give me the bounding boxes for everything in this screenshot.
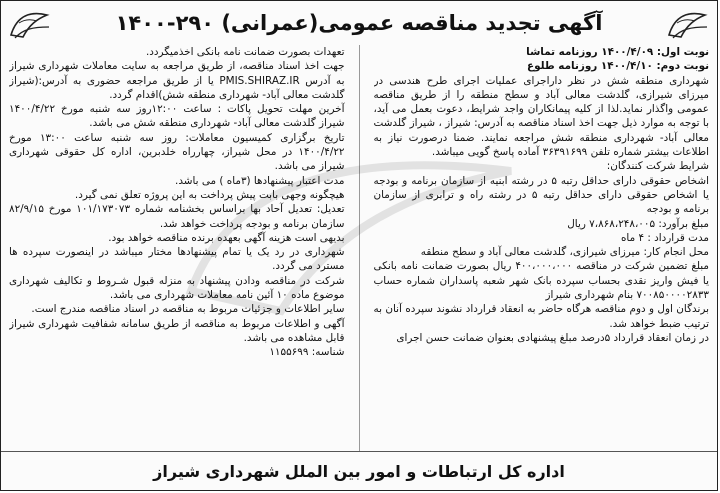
- clause-guarantee: مبلغ تضمین شرکت در مناقصه ۴۰۰،۰۰۰،۰۰۰ ریال بصورت ضمانت نامه بانکی یا فیش واریز نقدی بحساب سپرده بانک شهر شعبه پاسداران شماره حساب ۷۰۰۸۵۰۰۰۰۲۸۳۳ بنام شهرداری شیراز: [373, 260, 709, 302]
- clause-l5: مدت اعتبار پیشنهادها (۳ماه ) می باشد.: [175, 174, 345, 187]
- clause-cond: اشخاص حقوقی دارای حداقل رتبه ۵ در رشته ابنیه از سازمان برنامه و بودجه یا اشخاص حقوقی دارای حداقل رتبه ۵ در رشته راه و ترابری از سازمان برنامه و بودجه: [373, 174, 709, 216]
- notice-header: [1, 1, 717, 45]
- clause-l4: تاریخ برگزاری کمیسیون معاملات: روز سه شنبه ساعت ۱۳:۰۰ مورخ ۱۴۰۰/۴/۲۲ در محل شیراز، چهارراه خلدبرین، اداره کل حقوقی شهرداری شیراز می باشد.: [9, 131, 345, 173]
- clause-duration: مدت قرارداد : ۴ ماه: [620, 231, 709, 244]
- clause-second: نوبت دوم: ۱۴۰۰/۴/۱۰ روزنامه طلوع: [527, 60, 709, 73]
- clause-cond_title: شرایط شرکت کنندگان:: [606, 160, 709, 173]
- clause-location: محل انجام کار: میرزای شیرازی، گلدشت معالی آباد و سطح منطقه: [420, 246, 709, 259]
- clause-amount: مبلغ برآورد: ۷،۸۶۸،۲۴۸،۰۰۵ ریال: [567, 217, 709, 230]
- clause-contract: در زمان انعقاد قرارداد ۵درصد مبلغ پیشنهادی بعنوان ضمانت حسن اجرای: [396, 331, 709, 344]
- clause-intro: شهرداری منطقه شش در نظر داراجرای عملیات اجرای طرح هندسی در میرزای شیرازی، گلدشت معالی آباد و سطح منطقه را از طریق مناقصه عمومی واگذار نماید.لذا از کلیه پیمانکاران واجد شرایط، دعوت بعمل می آید، با توجه به موارد ذیل جهت اخذ اسناد مناقصه به آدرس: شیراز ، شیراز گلدشت معالی آباد- شهرداری منطقه شش مراجعه نمایند. ضمنا درصورت نیاز به اطلاعات بیشتر شماره تلفن ۳۶۳۹۱۶۹۹ آماده پاسخ گویی میباشد.: [373, 74, 709, 159]
- clause-l1: تعهدات بصورت ضمانت نامه بانکی اخذمیگردد.: [145, 46, 345, 58]
- clause-l7: تعدیل: تعدیل آحاد بها براساس بخشنامه شماره ۱۰۱/۱۷۳۰۷۳ مورخ ۸۲/۹/۱۵ سازمان برنامه و بودجه پرداخت خواهد شد.: [9, 203, 345, 230]
- clause-l10: شرکت در مناقصه ودادن پیشنهاد به منزله قبول شـروط و تکالیف شهرداری موضوع ماده ۱۰ آئین نامه معاملات شهرداری می باشد.: [9, 274, 345, 302]
- clause-l9: شهرداری در رد یک یا تمام پیشنهادها مختار میباشد در اینصورت سپرده ها مسترد می گردد.: [9, 246, 345, 273]
- clause-l3: آخرین مهلت تحویل پاکات : ساعت ۱۲:۰۰روز سه شنبه مورخ ۱۴۰۰/۴/۲۲ شیراز گلدشت معالی آباد- شهرداری منطقه شش می باشد.: [9, 103, 345, 130]
- clause-l6: هیچگونه وجهی بابت پیش پرداخت به این پروژه تعلق نمی گیرد.: [74, 188, 345, 201]
- column-divider: [359, 45, 360, 451]
- municipality-logo-left: [7, 5, 53, 43]
- right-column: [374, 45, 710, 451]
- footer-issuer: اداره کل ارتباطات و امور بین الملل شهرداری شیراز: [1, 451, 717, 490]
- left-column: [9, 45, 345, 451]
- clause-l12: آگهی و اطلاعات مربوط به مناقصه از طریق سامانه شفافیت شهرداری شیراز قابل مشاهده می باشد.: [9, 317, 345, 344]
- clause-l13: شناسه: ۱۱۵۵۶۹۹: [269, 346, 345, 359]
- clause-l2: جهت اخذ اسناد مناقصه، از طریق مراجعه به سایت معاملات شهرداری شیراز به آدرس PMIS.SHIRAZ.IR یا از طریق مراجعه حضوری به آدرس:(شیراز گلدشت معالی آباد- شهرداری منطقه شش)اقدام گردد.: [9, 60, 345, 101]
- clause-l8: بدیهی است هزینه آگهی بعهده برنده مناقصه خواهد بود.: [108, 231, 345, 244]
- municipality-logo-right: [665, 5, 711, 43]
- clause-l11: سایر اطلاعات و جزئیات مربوط به مناقصه در اسناد مناقصه مندرج است.: [31, 303, 345, 316]
- clause-first: نوبت اول: ۱۴۰۰/۴/۰۹ روزنامه تماشا: [526, 46, 709, 58]
- clause-winners: برندگان اول و دوم مناقصه هرگاه حاضر به انعقاد قرارداد نشوند سپرده آنان به ترتیب ضبط خواهد شد.: [373, 303, 709, 330]
- notice-body: [9, 45, 709, 451]
- notice-title: آگهی تجدید مناقصه عمومی(عمرانی) ۲۹۰-۱۴۰۰: [115, 11, 603, 35]
